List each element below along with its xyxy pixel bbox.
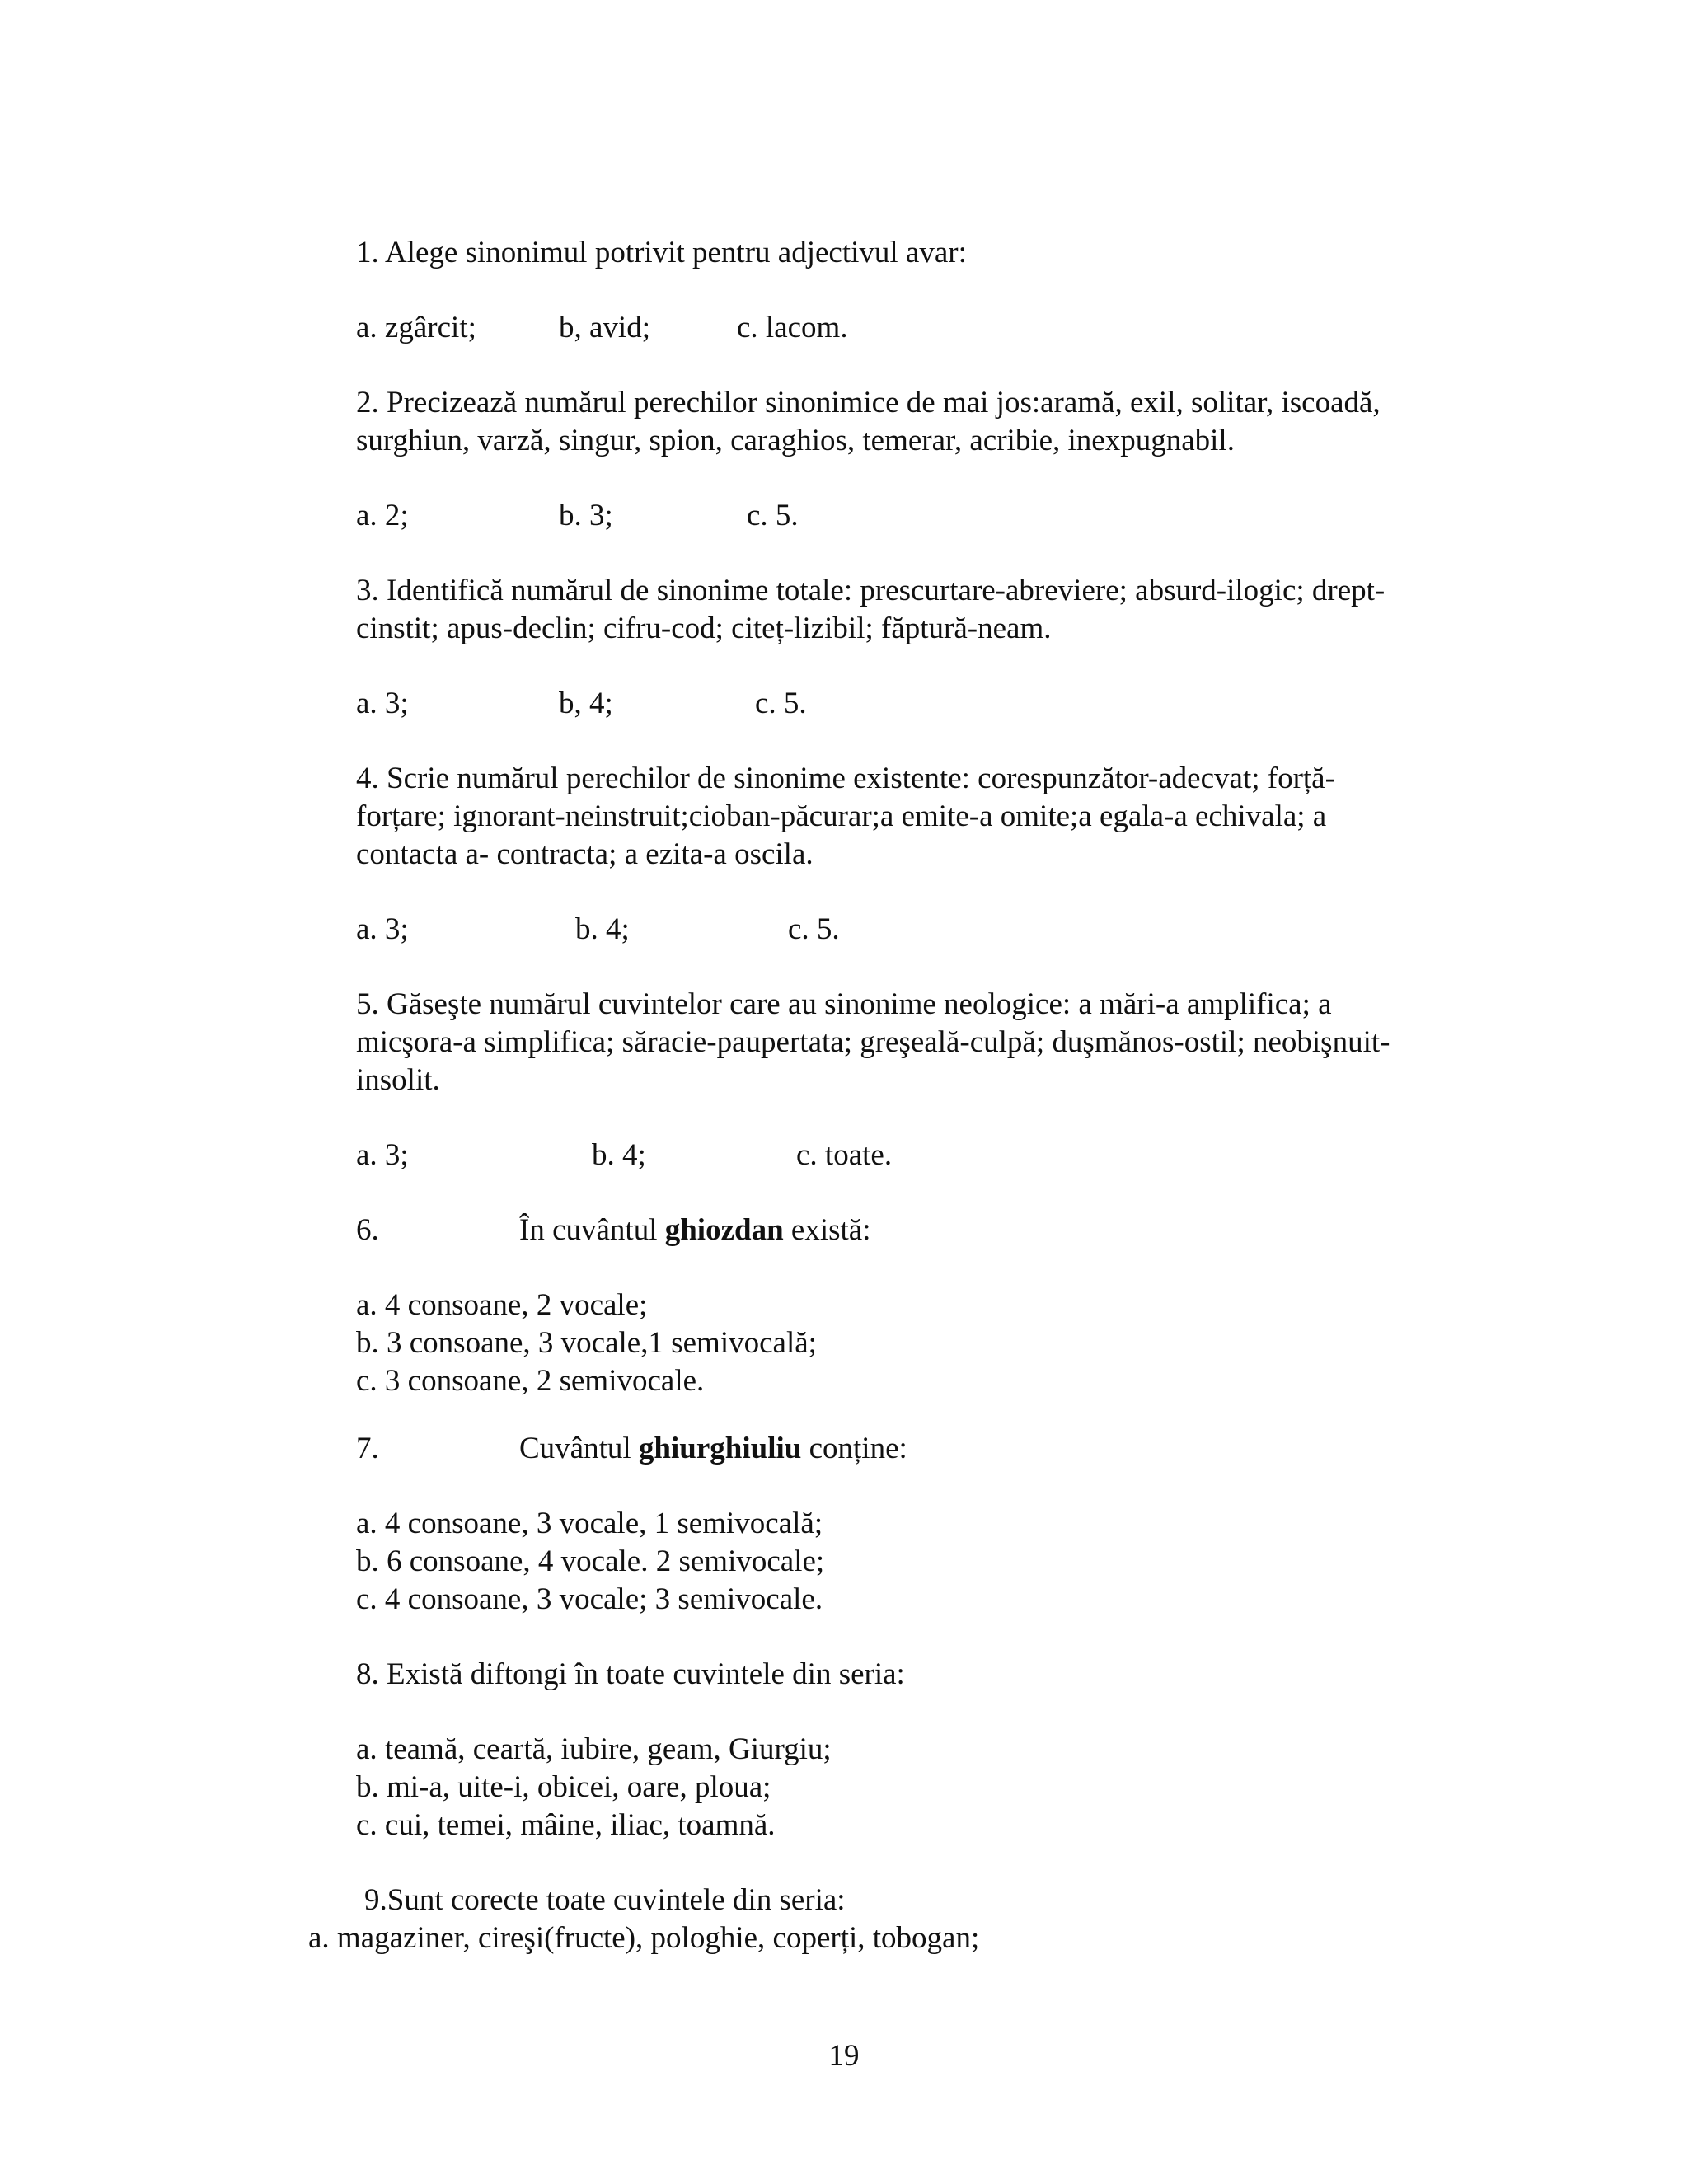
option-b: b. 4;: [575, 912, 630, 946]
question-text: Cuvântul ghiurghiuliu conține:: [519, 1432, 907, 1465]
question-9-option-a: a. magaziner, cireşi(fructe), pologhie, coperți, tobogan;: [308, 1921, 980, 1955]
option-c: c. lacom.: [737, 311, 848, 344]
question-8-stem: 8. Există diftongi în toate cuvintele din seria:: [356, 1657, 905, 1691]
option-b: b. 3;: [559, 499, 613, 532]
question-5-stem-line-1: 5. Găseşte numărul cuvintelor care au sinonime neologice: a mări-a amplifica; a: [356, 987, 1332, 1021]
option-c: c. 5.: [747, 499, 799, 532]
keyword: ghiurghiuliu: [638, 1432, 802, 1465]
question-number: 7.: [356, 1432, 379, 1465]
question-8-option-b: b. mi-a, uite-i, obicei, oare, ploua;: [356, 1770, 771, 1804]
question-number: 6.: [356, 1213, 379, 1247]
question-4-stem-line-3: contacta a- contracta; a ezita-a oscila.: [356, 837, 814, 871]
option-b: b. 4;: [592, 1138, 646, 1172]
question-7-option-b: b. 6 consoane, 4 vocale. 2 semivocale;: [356, 1544, 825, 1578]
page-number: 19: [828, 2039, 860, 2073]
option-c: c. 5.: [755, 687, 807, 720]
question-1-stem: 1. Alege sinonimul potrivit pentru adjectivul avar:: [356, 236, 967, 269]
option-a: a. 2;: [356, 499, 409, 532]
question-5-stem-line-2: micşora-a simplifica; săracie-paupertata; greşeală-culpă; duşmănos-ostil; neobişnuit-: [356, 1025, 1390, 1059]
option-b: b, avid;: [559, 311, 650, 344]
question-6-option-b: b. 3 consoane, 3 vocale,1 semivocală;: [356, 1326, 817, 1360]
question-2-stem-line-1: 2. Precizează numărul perechilor sinonimice de mai jos:aramă, exil, solitar, iscoadă,: [356, 386, 1381, 419]
option-c: c. 5.: [788, 912, 840, 946]
option-c: c. toate.: [796, 1138, 893, 1172]
option-a: a. 3;: [356, 687, 409, 720]
question-6-option-a: a. 4 consoane, 2 vocale;: [356, 1288, 648, 1322]
question-7-option-a: a. 4 consoane, 3 vocale, 1 semivocală;: [356, 1507, 823, 1540]
question-8-option-a: a. teamă, ceartă, iubire, geam, Giurgiu;: [356, 1732, 832, 1766]
question-4-stem-line-1: 4. Scrie numărul perechilor de sinonime existente: corespunzător-adecvat; forță-: [356, 762, 1335, 795]
option-a: a. zgârcit;: [356, 311, 476, 344]
question-3-stem-line-2: cinstit; apus-declin; cifru-cod; citeț-lizibil; făptură-neam.: [356, 612, 1052, 645]
keyword: ghiozdan: [664, 1213, 784, 1247]
question-text: În cuvântul ghiozdan există:: [519, 1213, 871, 1247]
option-a: a. 3;: [356, 1138, 409, 1172]
option-b: b, 4;: [559, 687, 613, 720]
question-4-stem-line-2: forțare; ignorant-neinstruit;cioban-păcurar;a emite-a omite;a egala-a echivala; a: [356, 799, 1327, 833]
question-3-stem-line-1: 3. Identifică numărul de sinonime totale: prescurtare-abreviere; absurd-ilogic; drept-: [356, 574, 1386, 607]
option-a: a. 3;: [356, 912, 409, 946]
question-7-option-c: c. 4 consoane, 3 vocale; 3 semivocale.: [356, 1582, 823, 1616]
question-2-stem-line-2: surghiun, varză, singur, spion, caraghios, temerar, acribie, inexpugnabil.: [356, 424, 1235, 457]
question-6-option-c: c. 3 consoane, 2 semivocale.: [356, 1364, 705, 1398]
question-8-option-c: c. cui, temei, mâine, iliac, toamnă.: [356, 1808, 776, 1842]
question-9-stem: 9.Sunt corecte toate cuvintele din seria:: [364, 1883, 846, 1917]
question-5-stem-line-3: insolit.: [356, 1063, 440, 1097]
